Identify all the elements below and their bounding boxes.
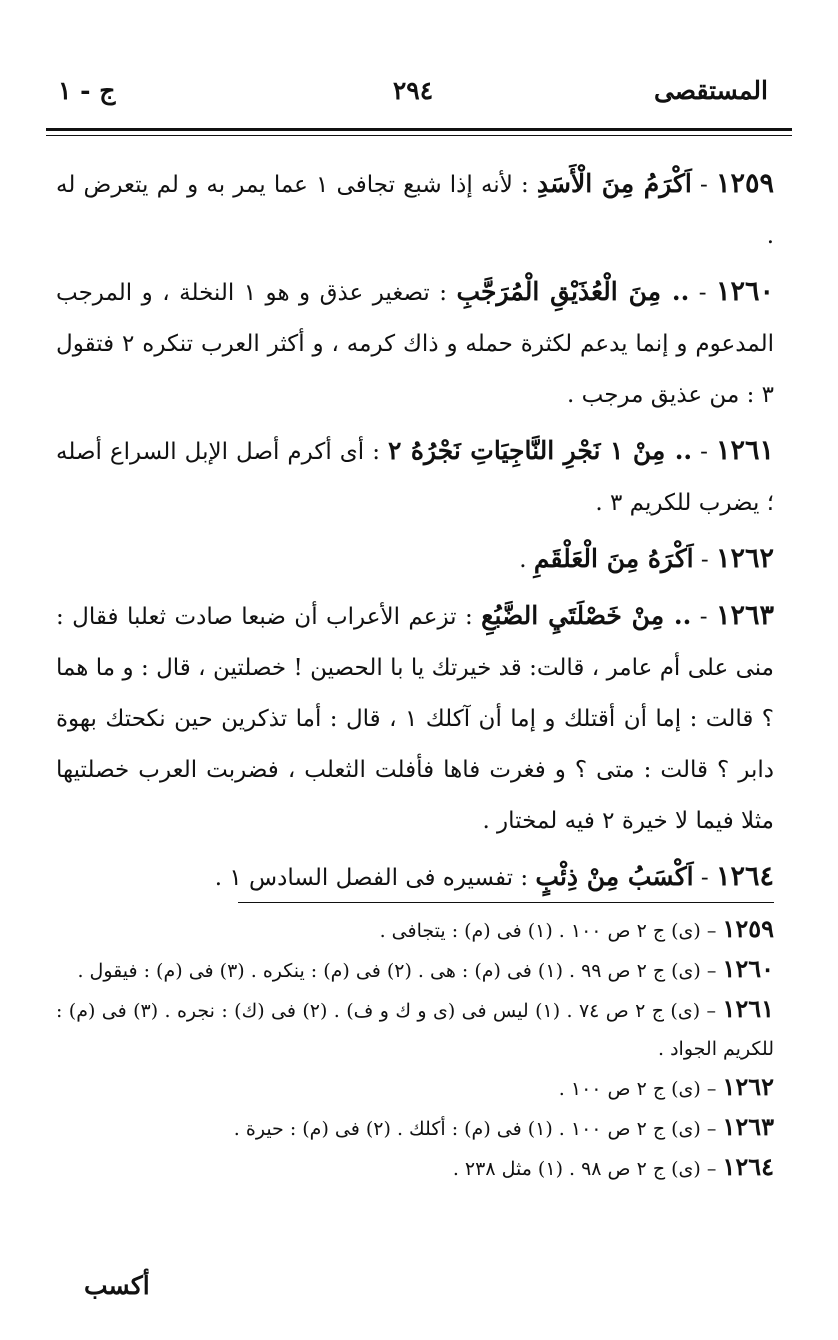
footnote-text: – (ى) ج ٢ ص ١٠٠ . (١) فى (م) : يتجافى . <box>379 920 717 942</box>
proverb-headword: .. مِنَ الْعُذَيْقِ الْمُرَجَّبِ <box>456 277 690 306</box>
proverb-headword: اَكْسَبُ مِنْ ذِئْبٍ <box>535 862 694 891</box>
entry-explanation: : تفسيره فى الفصل السادس ١ . <box>214 865 529 891</box>
book-title: المستقصى <box>653 76 768 105</box>
proverb-headword: اَكْرَهُ مِنَ الْعَلْقَمِ <box>533 544 694 573</box>
footnote-number: ١٢٥٩ <box>722 914 774 943</box>
footnote <box>56 1148 774 1188</box>
main-text <box>56 158 774 908</box>
header-rule-thin <box>46 135 792 136</box>
proverb-entry: ١٢٦٤ - اَكْسَبُ مِنْ ذِئْبٍ : تفسيره فى الفصل السادس ١ . <box>214 861 774 892</box>
catchword: أكسب <box>84 1271 150 1300</box>
proverb-entry: ١٢٦٠ - .. مِنَ الْعُذَيْقِ الْمُرَجَّبِ : تصغير عذق و هو ١ النخلة ، و المرجب المدعوم و إنما يدعم لكثرة حمله و ذاك كرمه ، و أكثر العرب تنكره ٢ فتقول ٣ : من عذيق مرجب . <box>56 276 775 408</box>
page-number: ٢٩٤ <box>392 76 434 105</box>
footnote-number: ١٢٦٢ <box>722 1072 774 1101</box>
footnote <box>56 1108 774 1148</box>
proverb-headword: .. مِنْ ١ نَجْرِ النَّاجِيَاتِ نَجْرُهُ ٢ <box>388 436 693 465</box>
entry-explanation: : أى أكرم أصل الإبل السراع أصله ؛ يضرب للكريم ٣ . <box>56 439 774 516</box>
footnote-number: ١٢٦٤ <box>722 1152 774 1181</box>
footnote <box>56 950 774 990</box>
footnote <box>56 910 774 950</box>
footnote-number: ١٢٦١ <box>722 994 774 1023</box>
proverb-headword: .. مِنْ خَصْلَتَيِ الضَّبُعِ <box>481 601 692 630</box>
footnote-text: – (ى) ج ٢ ص ٩٨ . (١) مثل ٢٣٨ . <box>452 1158 717 1180</box>
entry-explanation: . <box>519 547 527 573</box>
footnote-number: ١٢٦٣ <box>722 1112 774 1141</box>
footnote-text: – (ى) ج ٢ ص ٧٤ . (١) ليس فى (ى و ك و ف) . (٢) فى (ك) : نجره . (٣) فى (م) : للكريم الجواد . <box>56 1000 774 1060</box>
proverb-entry: ١٢٥٩ - اَكْرَمُ مِنَ الْأَسَدِ : لأنه إذا شبع تجافى ١ عما يمر به و لم يتعرض له . <box>56 168 774 249</box>
proverb-entry: ١٢٦٣ - .. مِنْ خَصْلَتَيِ الضَّبُعِ : تزعم الأعراب أن ضبعا صادت ثعلبا فقال : منى على أم عامر ، قالت: قد خيرتك يا با الحصين ! خصلتين ، قال : و ما هما ؟ قالت : إما أن أقتلك و إما أن آكلك ١ ، قال : أما تذكرين حين نكحتك بهوة دابر ؟ قالت : متى ؟ و فغرت فاها فأفلت الثعلب ، فضربت العرب خصلتيها مثلا فيما لا خيرة ٢ فيه لمختار . <box>56 600 774 834</box>
entry-number: ١٢٦٣ <box>715 600 774 631</box>
footnote-number: ١٢٦٠ <box>722 954 774 983</box>
footnote <box>56 1068 774 1108</box>
entry-explanation: : تصغير عذق و هو ١ النخلة ، و المرجب المدعوم و إنما يدعم لكثرة حمله و ذاك كرمه ، و أكثر العرب تنكره ٢ فتقول ٣ : من عذيق مرجب . <box>56 280 774 408</box>
entry-explanation: : تزعم الأعراب أن ضبعا صادت ثعلبا فقال : منى على أم عامر ، قالت: قد خيرتك يا با الحصين ! خصلتين ، قال : و ما هما ؟ قالت : إما أن أقتلك و إما أن آكلك ١ ، قال : أما تذكرين حين نكحتك بهوة دابر ؟ قالت : متى ؟ و فغرت فاها فأفلت الثعلب ، فضربت العرب خصلتيها مثلا فيما لا خيرة ٢ فيه لمختار . <box>56 604 774 834</box>
entry-number: ١٢٦٤ <box>715 861 774 892</box>
proverb-entry: ١٢٦١ - .. مِنْ ١ نَجْرِ النَّاجِيَاتِ نَجْرُهُ ٢ : أى أكرم أصل الإبل السراع أصله ؛ يضرب للكريم ٣ . <box>56 435 774 516</box>
proverb-entry: ١٢٦٢ - اَكْرَهُ مِنَ الْعَلْقَمِ . <box>519 543 774 574</box>
footnote-text: – (ى) ج ٢ ص ٩٩ . (١) فى (م) : هى . (٢) فى (م) : ينكره . (٣) فى (م) : فيقول . <box>77 960 717 982</box>
entry-number: ١٢٦٠ <box>716 276 775 307</box>
running-head <box>58 76 768 116</box>
entry-number: ١٢٦٢ <box>715 543 774 574</box>
volume-label: ج - ١ <box>58 76 116 105</box>
proverb-headword: اَكْرَمُ مِنَ الْأَسَدِ <box>536 169 692 198</box>
header-rule-thick <box>46 128 792 131</box>
entry-explanation: : لأنه إذا شبع تجافى ١ عما يمر به و لم يتعرض له . <box>56 172 774 249</box>
footnote-text: – (ى) ج ٢ ص ١٠٠ . (١) فى (م) : أكلك . (٢) فى (م) : حيرة . <box>233 1118 717 1140</box>
entry-number: ١٢٦١ <box>715 435 774 466</box>
footnote-text: – (ى) ج ٢ ص ١٠٠ . <box>558 1078 717 1100</box>
footnote-rule <box>238 902 774 903</box>
footnotes <box>56 910 774 1188</box>
footnote <box>56 990 774 1068</box>
entry-number: ١٢٥٩ <box>715 168 774 199</box>
